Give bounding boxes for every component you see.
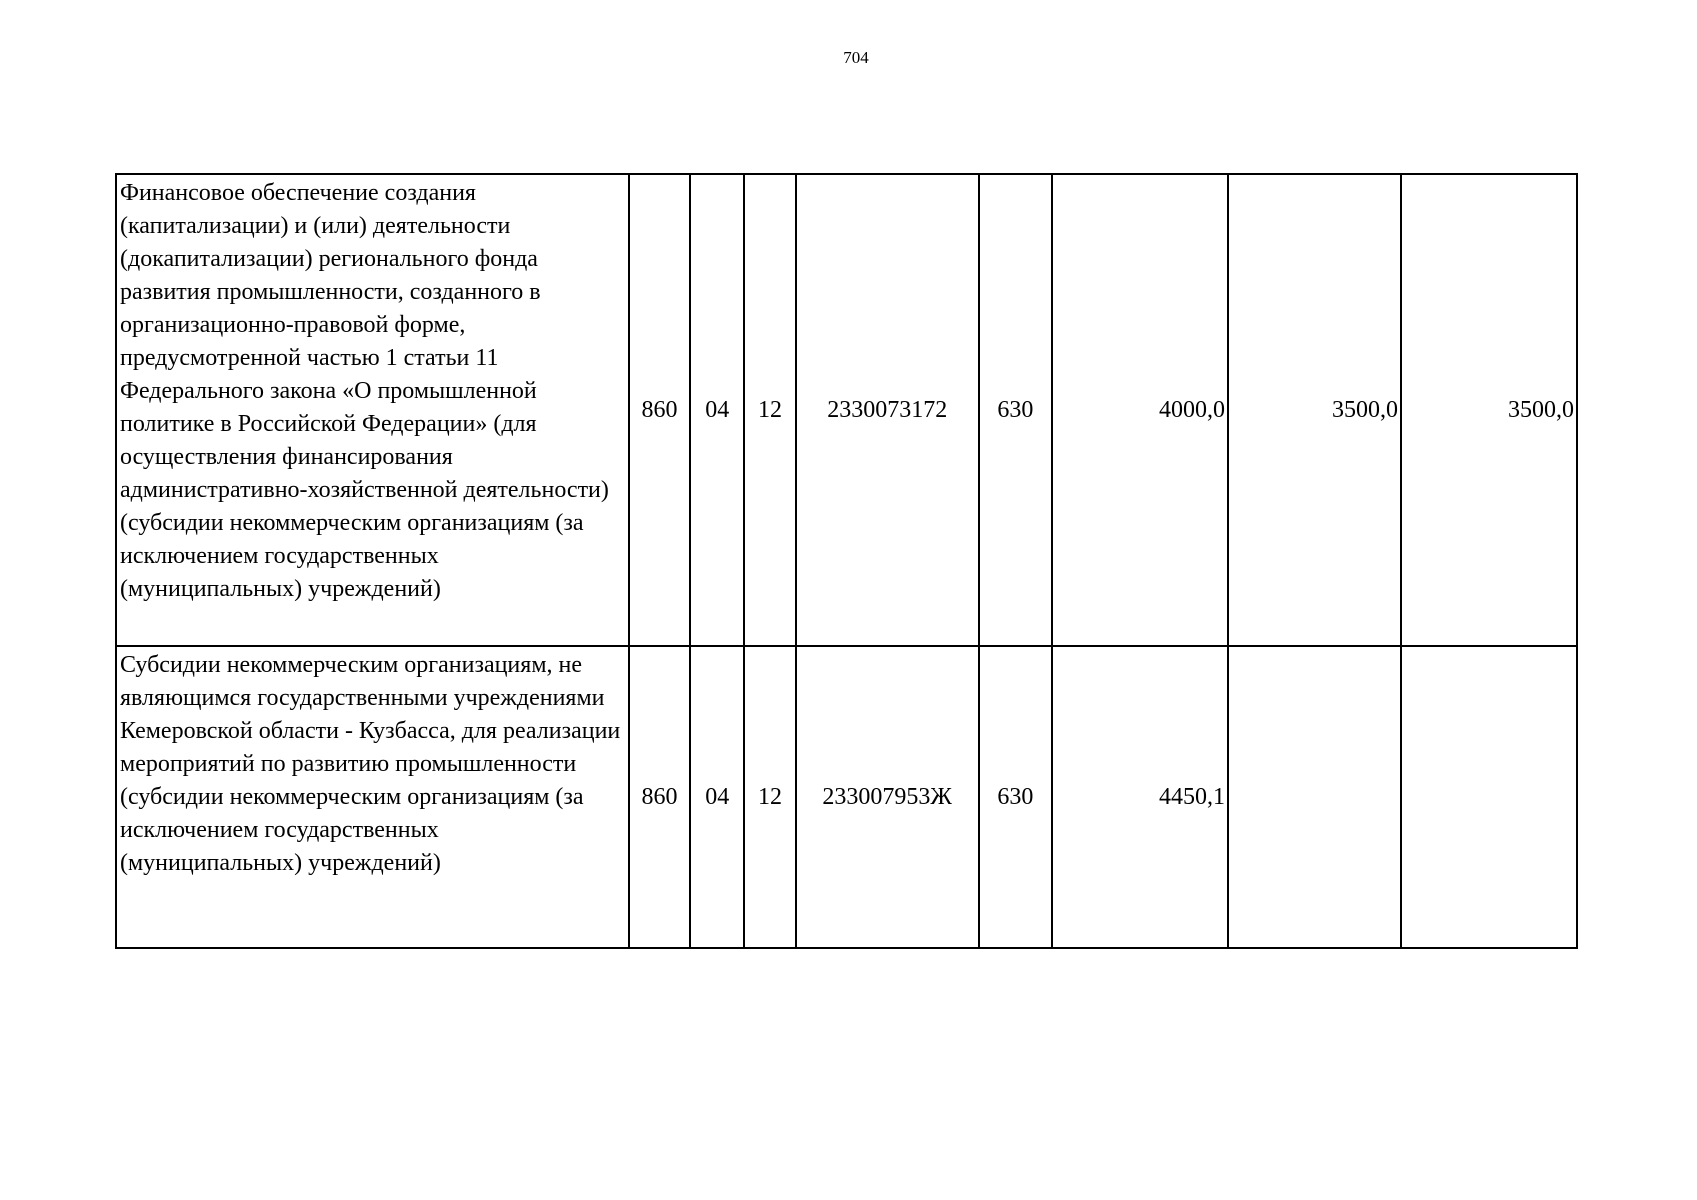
expense-type-cell: 630 — [979, 174, 1052, 646]
amount-year-2-cell — [1228, 646, 1401, 948]
amount-year-3-cell: 3500,0 — [1401, 174, 1577, 646]
expense-name-cell: Финансовое обеспечение создания (капитализации) и (или) деятельности (докапитализации) регионального фонда развития промышленности, созданного в организационно-правовой форме, предусмотренной частью 1 статьи 11 Федерального закона «О промышленной политике в Российской Федерации» (для осуществления финансирования административно-хозяйственной деятельности) (субсидии некоммерческим организациям (за исключением государственных (муниципальных) учреждений) — [116, 174, 629, 646]
table-row — [116, 646, 1577, 948]
amount-year-1-cell: 4450,1 — [1052, 646, 1228, 948]
amount-year-1-cell: 4000,0 — [1052, 174, 1228, 646]
amount-year-2-cell: 3500,0 — [1228, 174, 1401, 646]
page-number: 704 — [843, 48, 869, 67]
ministry-code-cell: 860 — [629, 174, 690, 646]
section-code-cell: 04 — [690, 646, 744, 948]
target-article-cell: 2330073172 — [796, 174, 979, 646]
expense-type-cell: 630 — [979, 646, 1052, 948]
expense-name-cell: Субсидии некоммерческим организациям, не являющимся государственными учреждениями Кемеровской области - Кузбасса, для реализации мероприятий по развитию промышленности (субсидии некоммерческим организациям (за исключением государственных (муниципальных) учреждений) — [116, 646, 629, 948]
subsection-code-cell: 12 — [744, 174, 795, 646]
amount-year-3-cell — [1401, 646, 1577, 948]
subsection-code-cell: 12 — [744, 646, 795, 948]
table-row — [116, 174, 1577, 646]
ministry-code-cell: 860 — [629, 646, 690, 948]
target-article-cell: 233007953Ж — [796, 646, 979, 948]
section-code-cell: 04 — [690, 174, 744, 646]
budget-table — [115, 173, 1578, 949]
